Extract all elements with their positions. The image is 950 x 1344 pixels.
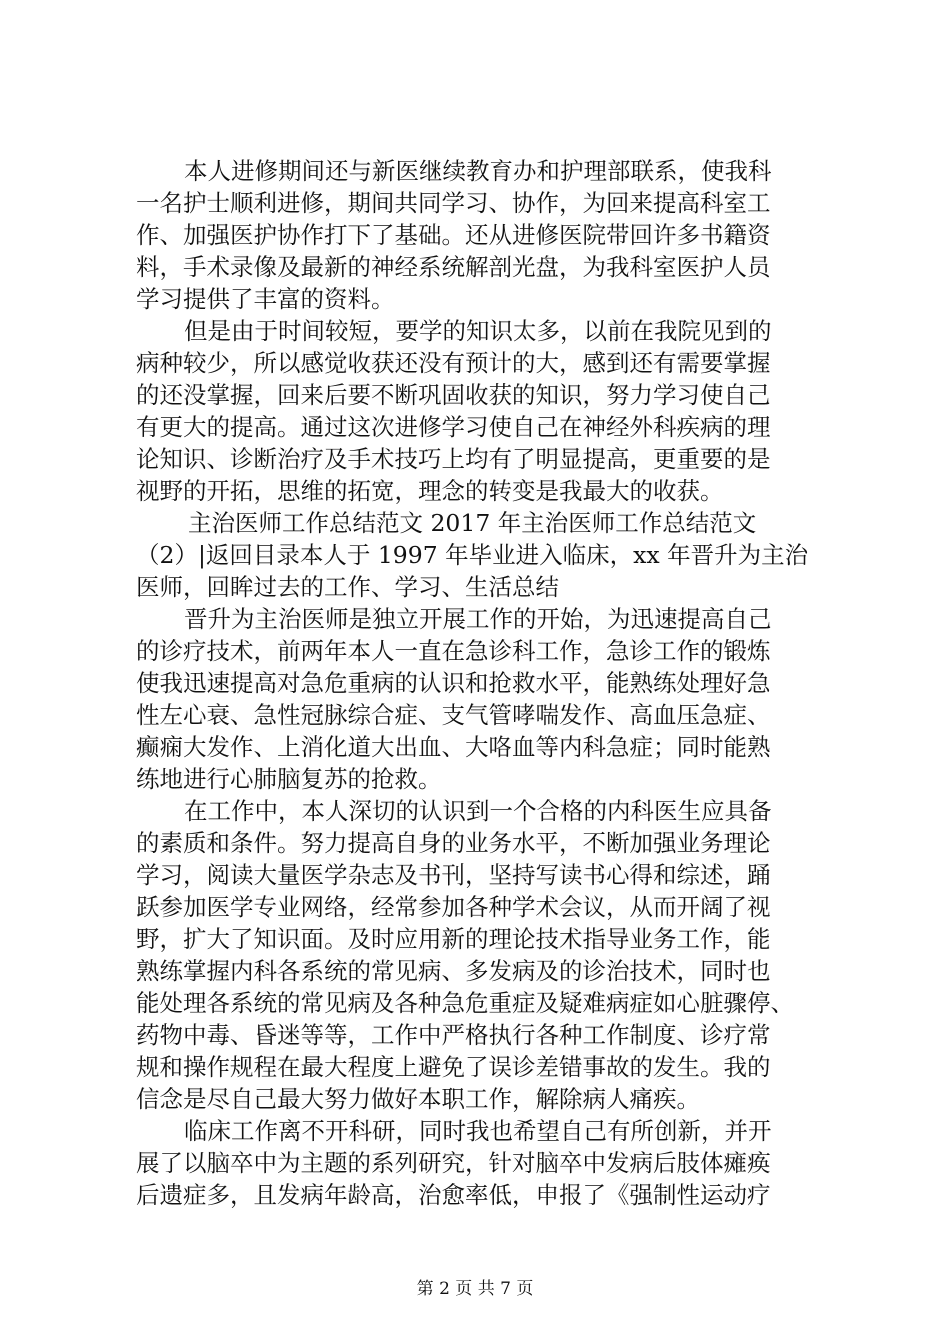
paragraph-line: 本人进修期间还与新医继续教育办和护理部联系，使我科 xyxy=(184,157,772,185)
paragraph-line: 临床工作离不开科研，同时我也希望自己有所创新，并开 xyxy=(184,1117,772,1145)
paragraph-line: 学习提供了丰富的资料。 xyxy=(136,285,395,313)
paragraph-line: 练地进行心肺脑复苏的抢救。 xyxy=(136,765,442,793)
paragraph-line: 癫痫大发作、上消化道大出血、大咯血等内科急症；同时能熟 xyxy=(136,733,771,761)
paragraph-line: 信念是尽自己最大努力做好本职工作，解除病人痛疾。 xyxy=(136,1085,700,1113)
document-body xyxy=(136,155,816,1211)
paragraph-line: 学习，阅读大量医学杂志及书刊，坚持写读书心得和综述，踊 xyxy=(136,861,771,889)
paragraph-line: 后遗症多，且发病年龄高，治愈率低，申报了《强制性运动疗 xyxy=(136,1181,771,1209)
paragraph-line: 有更大的提高。通过这次进修学习使自己在神经外科疾病的理 xyxy=(136,413,771,441)
paragraph-line: 的素质和条件。努力提高自身的业务水平，不断加强业务理论 xyxy=(136,829,771,857)
paragraph-line: 病种较少，所以感觉收获还没有预计的大，感到还有需要掌握 xyxy=(136,349,771,377)
section-heading-line: 医师，回眸过去的工作、学习、生活总结 xyxy=(136,573,559,601)
paragraph-line: 跃参加医学专业网络，经常参加各种学术会议，从而开阔了视 xyxy=(136,893,771,921)
section-heading-line: （2）|返回目录本人于 1997 年毕业进入临床，xx 年晋升为主治 xyxy=(136,541,809,569)
page-number-footer: 第 2 页 共 7 页 xyxy=(416,1279,534,1299)
paragraph-line: 一名护士顺利进修，期间共同学习、协作，为回来提高科室工 xyxy=(136,189,771,217)
paragraph-line: 熟练掌握内科各系统的常见病、多发病及的诊治技术，同时也 xyxy=(136,957,771,985)
paragraph-line: 论知识、诊断治疗及手术技巧上均有了明显提高，更重要的是 xyxy=(136,445,771,473)
paragraph-line: 料，手术录像及最新的神经系统解剖光盘，为我科室医护人员 xyxy=(136,253,771,281)
paragraph-line: 的还没掌握，回来后要不断巩固收获的知识，努力学习使自己 xyxy=(136,381,771,409)
paragraph-line: 的诊疗技术，前两年本人一直在急诊科工作，急诊工作的锻炼 xyxy=(136,637,771,665)
paragraph-line: 野，扩大了知识面。及时应用新的理论技术指导业务工作，能 xyxy=(136,925,771,953)
section-heading-line: 主治医师工作总结范文 2017 年主治医师工作总结范文 xyxy=(188,509,757,537)
paragraph-line: 规和操作规程在最大程度上避免了误诊差错事故的发生。我的 xyxy=(136,1053,771,1081)
paragraph-line: 药物中毒、昏迷等等，工作中严格执行各种工作制度、诊疗常 xyxy=(136,1021,771,1049)
paragraph-line: 晋升为主治医师是独立开展工作的开始，为迅速提高自己 xyxy=(184,605,772,633)
paragraph-line: 能处理各系统的常见病及各种急危重症及疑难病症如心脏骤停、 xyxy=(136,989,794,1017)
paragraph-line: 视野的开拓，思维的拓宽，理念的转变是我最大的收获。 xyxy=(136,477,724,505)
paragraph-line: 使我迅速提高对急危重病的认识和抢救水平，能熟练处理好急 xyxy=(136,669,771,697)
paragraph-line: 作、加强医护协作打下了基础。还从进修医院带回许多书籍资 xyxy=(136,221,771,249)
paragraph-line: 性左心衰、急性冠脉综合症、支气管哮喘发作、高血压急症、 xyxy=(136,701,771,729)
paragraph-line: 但是由于时间较短，要学的知识太多，以前在我院见到的 xyxy=(184,317,772,345)
paragraph-line: 展了以脑卒中为主题的系列研究，针对脑卒中发病后肢体瘫痪 xyxy=(136,1149,771,1177)
paragraph-line: 在工作中，本人深切的认识到一个合格的内科医生应具备 xyxy=(184,797,772,825)
